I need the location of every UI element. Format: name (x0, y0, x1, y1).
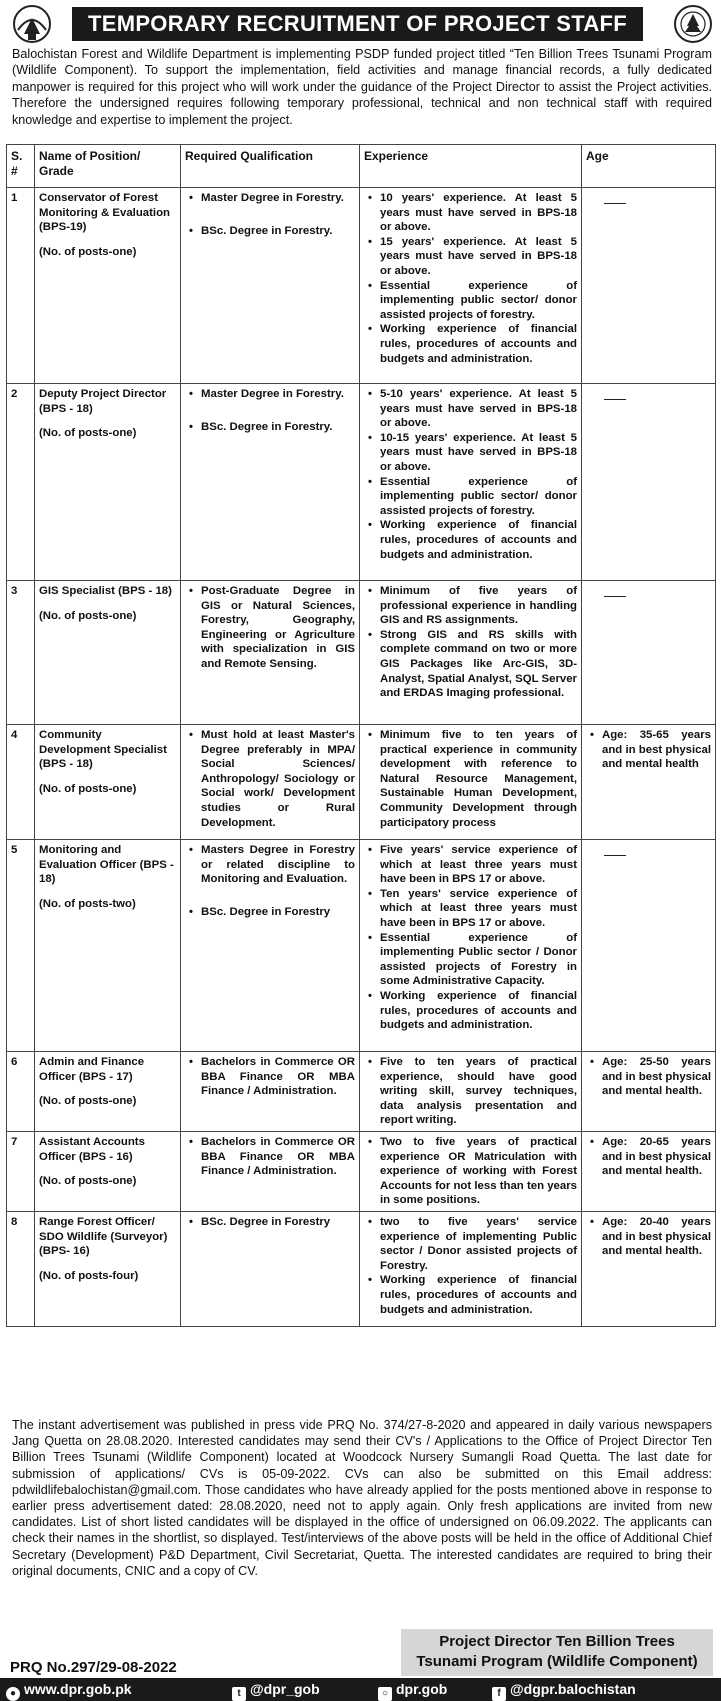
row-age (582, 581, 716, 725)
row-age (582, 384, 716, 581)
age-requirement: • Age: 25-50 years and in best physical and mental health. (602, 1055, 711, 1099)
age-requirement: • Age: 35-65 years and in best physical and mental health (602, 728, 711, 772)
position-name: Deputy Project Director (BPS - 18) (39, 388, 167, 415)
qualification-item: • Bachelors in Commerce OR BBA Finance OR MBA Finance / Administration. (201, 1135, 355, 1179)
experience-item: • Essential experience of implementing public sector/ donor assisted projects of forestry. (380, 475, 577, 519)
header-qualification: Required Qualification (181, 145, 360, 188)
experience-item: • Five to ten years of practical experience, should have good writing skill, survey techniques, data analysis presentation and report writing. (380, 1055, 577, 1128)
row-age (582, 1052, 716, 1132)
experience-item: • Essential experience of implementing Public sector / Donor assisted projects of Forestry in some Administrative Capacity. (380, 931, 577, 989)
row-experience (360, 1052, 582, 1132)
header-experience: Experience (360, 145, 582, 188)
position-name: GIS Specialist (BPS - 18) (39, 585, 172, 597)
age-requirement: • Age: 20-65 years and in best physical and mental health. (602, 1135, 711, 1179)
row-qualification (181, 1212, 360, 1327)
posts-count: (No. of posts-one) (39, 1175, 137, 1188)
position-name: Community Development Specialist (BPS - 18) (39, 729, 167, 771)
row-qualification (181, 581, 360, 725)
qualification-item: • BSc. Degree in Forestry (201, 1215, 355, 1230)
row-experience (360, 581, 582, 725)
positions-table (6, 144, 716, 1327)
experience-item: • Working experience of financial rules, procedures of accounts and budgets and administration. (380, 1273, 577, 1317)
position-name: Range Forest Officer/ SDO Wildlife (Surveyor) (BPS- 16) (39, 1216, 168, 1258)
experience-item: • 15 years' experience. At least 5 years must have served in BPS-18 or above. (380, 235, 577, 279)
row-sn: 6 (7, 1052, 35, 1132)
row-experience (360, 384, 582, 581)
qualification-item: • Masters Degree in Forestry or related discipline to Monitoring and Evaluation. (201, 843, 355, 887)
row-qualification (181, 1132, 360, 1212)
age-requirement: • Age: 20-40 years and in best physical and mental health. (602, 1215, 711, 1259)
table-row (7, 725, 716, 840)
table-row (7, 188, 716, 384)
row-sn: 4 (7, 725, 35, 840)
row-position (35, 1052, 181, 1132)
signature-line-1: Project Director Ten Billion Trees (439, 1633, 675, 1650)
prq-number: PRQ No.297/29-08-2022 (10, 1659, 177, 1676)
experience-item: • Strong GIS and RS skills with complete command on two or more GIS Packages like Arc-GIS, 3D-Analyst, Spatial Analyst, SQL Server and ERDAS Imaging professional. (380, 628, 577, 701)
experience-item: • Five years' service experience of which at least three years must have been in BPS 17 or above. (380, 843, 577, 887)
experience-item: • Minimum of five years of professional experience in handling GIS and RS assignments. (380, 584, 577, 628)
posts-count: (No. of posts-two) (39, 897, 136, 910)
row-position (35, 188, 181, 384)
row-position (35, 725, 181, 840)
table-row (7, 840, 716, 1052)
experience-item: • Working experience of financial rules, procedures of accounts and budgets and administration. (380, 518, 577, 562)
header-sn: S. # (7, 145, 35, 188)
signature-block (401, 1629, 713, 1676)
row-sn: 8 (7, 1212, 35, 1327)
row-position (35, 581, 181, 725)
table-header-row (7, 145, 716, 188)
row-experience (360, 188, 582, 384)
experience-item: • 5-10 years' experience. At least 5 years must have served in BPS-18 or above. (380, 387, 577, 431)
instructions-paragraph: The instant advertisement was published in press vide PRQ No. 374/27-8-2020 and appeared in daily various newspapers Jang Quetta on 28.08.2020. Interested candidates may send their CV's / Applications to the Office of Project Director Ten Billion Trees Tsunami (Wildlife Component) located at Woodcock Nursery Sumangli Road Quetta. The last date for submission of applications/ CVs is 05-09-2022. CVs can also be submitted on this Email address: pdwildlifebalochistan@gmail.com. Those candidates who have already applied for the posts mentioned above in response to earlier press advertisement dated: 28.08.2020, need not to apply again. Only fresh applications are invited from new candidates. List of short listed candidates will be displayed in the office of undersigned on 06.09.2022. The applicants can check their names in the shortlist, so displayed. Test/interviews of the above posts will be held in the office of Additional Chief Secretary (Development) P&D Department, Civil Secretariat, Quetta. The interested candidates are required to bring their original documents, CNIC and a copy of CV. (12, 1418, 712, 1578)
intro-paragraph: Balochistan Forest and Wildlife Department is implementing PSDP funded project titled “Ten Billion Trees Tsunami Program (Wildlife Component). To support the implementation, field activities and manage financial records, a fully dedicated manpower is required for this project who will work under the guidance of the Project Director to assist the Project activities. Therefore the undersigned requires following temporary professional, technical and non technical staff with required knowledge and expertise to implement the project. (12, 47, 712, 127)
website-link[interactable]: ● www.dpr.gob.pk (6, 1678, 132, 1701)
row-position (35, 1132, 181, 1212)
row-experience (360, 1212, 582, 1327)
row-age (582, 1132, 716, 1212)
qualification-item: • Must hold at least Master's Degree preferably in MPA/ Social Sciences/ Anthropology/ Sociology or Social work/ Development studies or Rural Development. (201, 728, 355, 830)
experience-item: • Working experience of financial rules, procedures of accounts and budgets and administration. (380, 322, 577, 366)
row-sn: 2 (7, 384, 35, 581)
facebook-link[interactable]: f @dgpr.balochistan (492, 1678, 636, 1701)
qualification-item: • Master Degree in Forestry. (201, 191, 355, 206)
table-row (7, 581, 716, 725)
social-bar (0, 1678, 721, 1701)
twitter-link[interactable]: t @dpr_gob (232, 1678, 320, 1701)
posts-count: (No. of posts-one) (39, 427, 137, 440)
header-position: Name of Position/ Grade (35, 145, 181, 188)
position-name: Admin and Finance Officer (BPS - 17) (39, 1056, 145, 1083)
experience-item: • Essential experience of implementing public sector/ donor assisted projects of forestry. (380, 279, 577, 323)
age-dash (604, 855, 626, 856)
age-dash (604, 399, 626, 400)
row-sn: 7 (7, 1132, 35, 1212)
row-qualification (181, 384, 360, 581)
table-row (7, 1212, 716, 1327)
twitter-icon: t (232, 1687, 246, 1701)
experience-item: • 10-15 years' experience. At least 5 years must have served in BPS-18 or above. (380, 431, 577, 475)
row-qualification (181, 188, 360, 384)
row-age (582, 1212, 716, 1327)
signature-line-2: Tsunami Program (Wildlife Component) (416, 1653, 698, 1670)
row-experience (360, 1132, 582, 1212)
facebook-icon: f (492, 1687, 506, 1701)
row-experience (360, 725, 582, 840)
row-qualification (181, 725, 360, 840)
row-position (35, 384, 181, 581)
experience-item: • 10 years' experience. At least 5 years must have served in BPS-18 or above. (380, 191, 577, 235)
experience-item: • Two to five years of practical experience OR Matriculation with experience of working with Forest Accounts for not less than ten years in some positions. (380, 1135, 577, 1208)
qualification-item: • Master Degree in Forestry. (201, 387, 355, 402)
table-row (7, 1132, 716, 1212)
experience-item: • Ten years' service experience of which at least three years must have been in BPS 17 or above. (380, 887, 577, 931)
instagram-icon: ○ (378, 1687, 392, 1701)
table-row (7, 384, 716, 581)
posts-count: (No. of posts-four) (39, 1269, 139, 1282)
row-qualification (181, 1052, 360, 1132)
header (0, 0, 721, 48)
qualification-item: • BSc. Degree in Forestry. (201, 420, 355, 435)
page-title: TEMPORARY RECRUITMENT OF PROJECT STAFF (72, 7, 643, 41)
posts-count: (No. of posts-one) (39, 245, 137, 258)
govt-crest-icon (10, 4, 54, 44)
row-age (582, 840, 716, 1052)
row-position (35, 1212, 181, 1327)
qualification-item: • Post-Graduate Degree in GIS or Natural Sciences, Forestry, Geography, Engineering or Agriculture with specialization in GIS and Remote Sensing. (201, 584, 355, 672)
row-age (582, 725, 716, 840)
posts-count: (No. of posts-one) (39, 1095, 137, 1108)
table-row (7, 1052, 716, 1132)
posts-count: (No. of posts-one) (39, 609, 137, 622)
posts-count: (No. of posts-one) (39, 782, 137, 795)
header-age: Age (582, 145, 716, 188)
age-dash (604, 596, 626, 597)
position-name: Monitoring and Evaluation Officer (BPS - 18) (39, 844, 174, 886)
row-sn: 1 (7, 188, 35, 384)
globe-icon: ● (6, 1687, 20, 1701)
row-qualification (181, 840, 360, 1052)
row-age (582, 188, 716, 384)
experience-item: • Working experience of financial rules, procedures of accounts and budgets and administration. (380, 989, 577, 1033)
position-name: Assistant Accounts Officer (BPS - 16) (39, 1136, 145, 1163)
position-name: Conservator of Forest Monitoring & Evaluation (BPS-19) (39, 192, 170, 234)
qualification-item: • BSc. Degree in Forestry (201, 905, 355, 920)
forest-department-seal-icon (672, 4, 714, 44)
qualification-item: • Bachelors in Commerce OR BBA Finance OR MBA Finance / Administration. (201, 1055, 355, 1099)
instagram-link[interactable]: ○ dpr.gob (378, 1678, 447, 1701)
experience-item: • Minimum five to ten years of practical experience in community development with reference to Natural Resource Management, Sustainable Human Development, Community Development through participatory process (380, 728, 577, 830)
age-dash (604, 203, 626, 204)
qualification-item: • BSc. Degree in Forestry. (201, 224, 355, 239)
row-sn: 5 (7, 840, 35, 1052)
row-experience (360, 840, 582, 1052)
row-sn: 3 (7, 581, 35, 725)
row-position (35, 840, 181, 1052)
experience-item: • two to five years' service experience of implementing Public sector / Donor assisted projects of Forestry. (380, 1215, 577, 1273)
